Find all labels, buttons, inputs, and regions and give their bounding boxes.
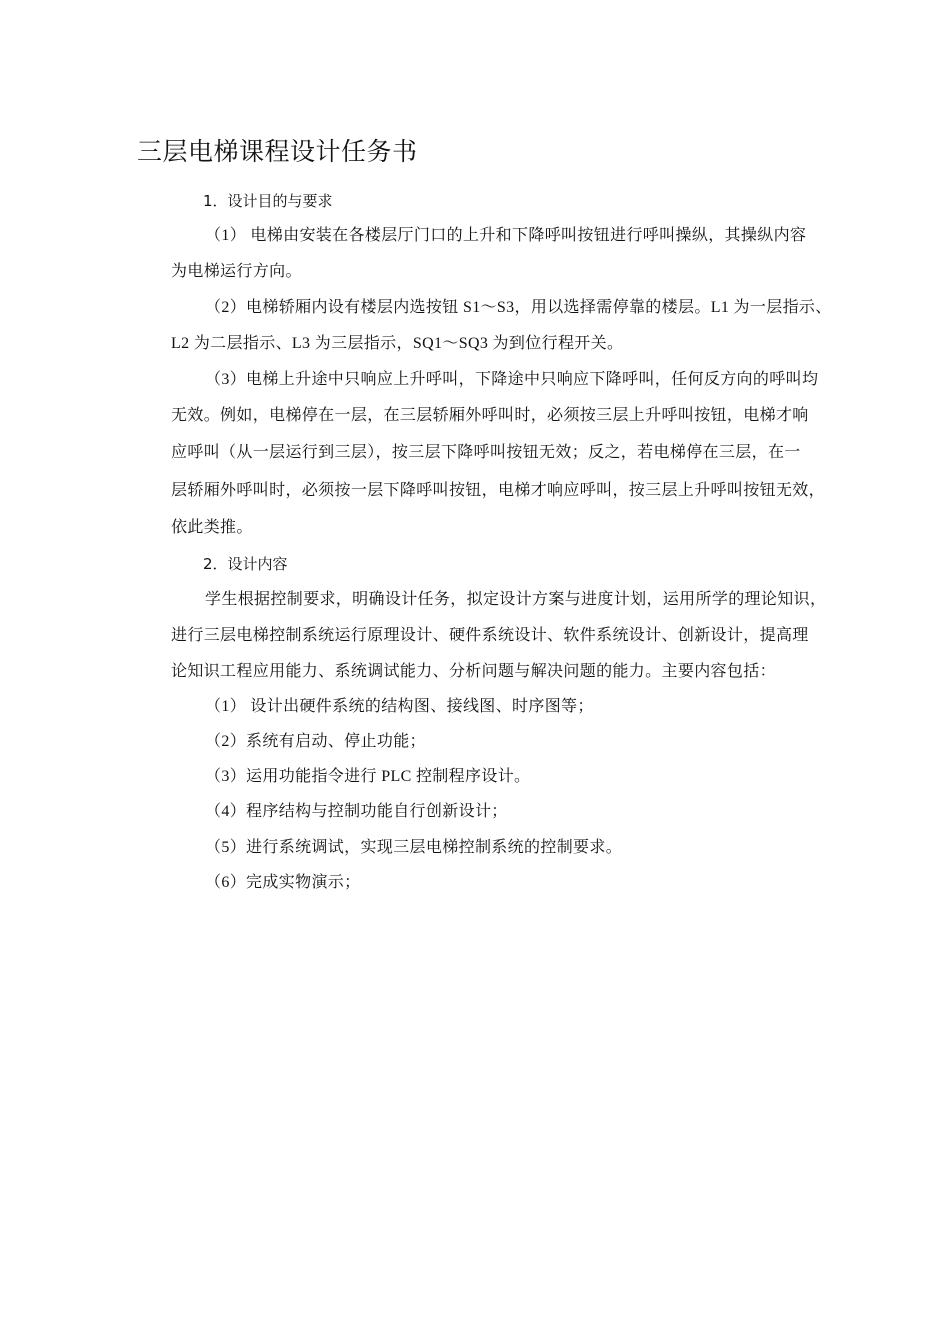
section-2-line-3: 论知识工程应用能力、系统调试能力、分析问题与解决问题的能力。主要内容包括： [171, 663, 776, 680]
section-2-line-4: （1） 设计出硬件系统的结构图、接线图、时序图等； [205, 698, 594, 715]
section-1-heading: 1．设计目的与要求 [203, 192, 333, 210]
section-2-heading: 2．设计内容 [203, 555, 288, 573]
section-2-line-2: 进行三层电梯控制系统运行原理设计、硬件系统设计、软件系统设计、创新设计，提高理 [171, 627, 809, 644]
section-2-line-1: 学生根据控制要求，明确设计任务，拟定设计方案与进度计划，运用所学的理论知识， [205, 591, 827, 608]
section-1-line-7: 应呼叫（从一层运行到三层），按三层下降呼叫按钮无效；反之，若电梯停在三层，在一 [171, 444, 801, 461]
section-1-line-6: 无效。例如，电梯停在一层，在三层轿厢外呼叫时，必须按三层上升呼叫按钮，电梯才响 [171, 407, 809, 424]
section-1-line-9: 依此类推。 [171, 519, 253, 536]
section-2-line-6: （3）运用功能指令进行 PLC 控制程序设计。 [205, 768, 531, 785]
section-1-line-1: （1） 电梯由安装在各楼层厅门口的上升和下降呼叫按钮进行呼叫操纵，其操纵内容 [205, 227, 807, 244]
section-2-line-5: （2）系统有启动、停止功能； [205, 733, 426, 750]
section-1-line-5: （3）电梯上升途中只响应上升呼叫，下降途中只响应下降呼叫，任何反方向的呼叫均 [205, 371, 819, 388]
section-1-line-2: 为电梯运行方向。 [171, 263, 302, 280]
section-1-line-4: L2 为二层指示、L3 为三层指示，SQ1～SQ3 为到位行程开关。 [171, 335, 624, 352]
section-2-line-9: （6）完成实物演示； [205, 874, 361, 891]
section-2-line-7: （4）程序结构与控制功能自行创新设计； [205, 803, 508, 820]
section-2-line-8: （5）进行系统调试，实现三层电梯控制系统的控制要求。 [205, 839, 623, 856]
document-title: 三层电梯课程设计任务书 [137, 139, 418, 166]
section-1-line-8: 层轿厢外呼叫时，必须按一层下降呼叫按钮，电梯才响应呼叫，按三层上升呼叫按钮无效， [171, 482, 826, 499]
section-1-line-3: （2）电梯轿厢内设有楼层内选按钮 S1～S3，用以选择需停靠的楼层。L1 为一层指示、 [205, 299, 832, 316]
